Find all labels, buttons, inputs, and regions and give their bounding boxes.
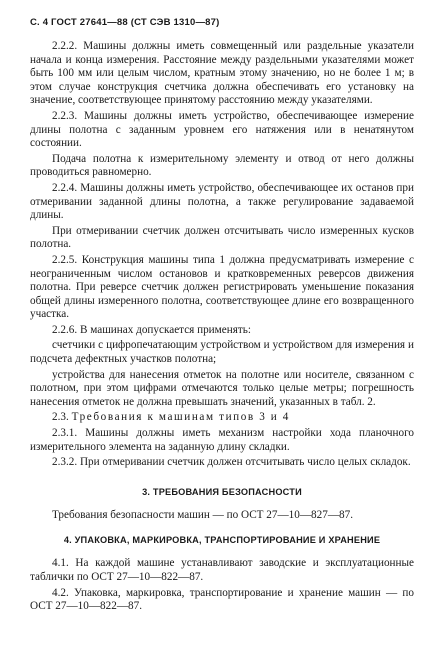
paragraph-2-3-1: 2.3.1. Машины должны иметь механизм настройки хода планочного измерительного элемента на заданную длину складки.	[30, 427, 414, 453]
paragraph-devices: устройства для нанесения отметок на полотне или носителе, связанном с полотном, при этом цифрами отмечаются только целые метры; погрешность нанесения отметок не должна превышать значений, указанных в табл. 2.	[30, 368, 414, 408]
paragraph-2-2-2: 2.2.2. Машины должны иметь совмещенный или раздельные указатели начала и конца измерения. Расстояние между раздельными указателями может быть 100 мм или целым числом, кратным этому значению, но не более 1 м; в этом случае конструкция счетчика должна обеспечивать его установку на значение, соответствующее принятому расстоянию между указателями.	[30, 40, 414, 107]
document-body	[30, 40, 414, 614]
heading-text: Требования к машинам типов 3 и 4	[71, 411, 290, 424]
section-4-title: 4. УПАКОВКА, МАРКИРОВКА, ТРАНСПОРТИРОВАНИЕ И ХРАНЕНИЕ	[63, 535, 381, 546]
paragraph-4-1: 4.1. На каждой машине устанавливают заводские и эксплуатационные таблички по ОСТ 27—10—822—87.	[30, 557, 414, 583]
section-3-title: 3. ТРЕБОВАНИЯ БЕЗОПАСНОСТИ	[142, 486, 302, 497]
heading-number: 2.3.	[52, 411, 69, 424]
page-header: С. 4 ГОСТ 27641—88 (СТ СЭВ 1310—87)	[30, 17, 220, 28]
paragraph-feed: Подача полотна к измерительному элементу и отвод от него должны проводиться равномерно.	[30, 152, 414, 179]
paragraph-2-2-3: 2.2.3. Машины должны иметь устройство, обеспечивающее измерение длины полотна с заданным уровнем его натяжения или в ненатянутом состоянии.	[30, 109, 414, 150]
paragraph-4-2: 4.2. Упаковка, маркировка, транспортирование и хранение машин — по ОСТ 27—10—822—87.	[30, 586, 414, 613]
paragraph-count: При отмеривании счетчик должен отсчитывать число измеренных кусков полотна.	[30, 224, 414, 251]
paragraph-counters: счетчики с цифропечатающим устройством и устройством для измерения и подсчета дефектных участков полотна;	[30, 339, 414, 366]
section-3-text: Требования безопасности машин — по ОСТ 27—10—827—87.	[52, 508, 354, 521]
paragraph-2-2-4: 2.2.4. Машины должны иметь устройство, обеспечивающее их останов при отмеривании заданной длины полотна, а также регулирование задаваемой длины.	[30, 181, 414, 222]
paragraph-2-2-5: 2.2.5. Конструкция машины типа 1 должна предусматривать измерение с неограниченным числом остановов и кратковременных реверсов движения полотна. При реверсе счетчик должен регистрировать уменьшение показания общей длины измеренного полотна, соответствующее длине его возвращенного участка.	[30, 253, 414, 321]
paragraph-2-2-6: 2.2.6. В машинах допускается применять:	[52, 323, 251, 336]
paragraph-2-3-heading	[30, 411, 414, 425]
paragraph-2-3-2: 2.3.2. При отмеривании счетчик должен отсчитывать число целых складок.	[52, 456, 411, 469]
